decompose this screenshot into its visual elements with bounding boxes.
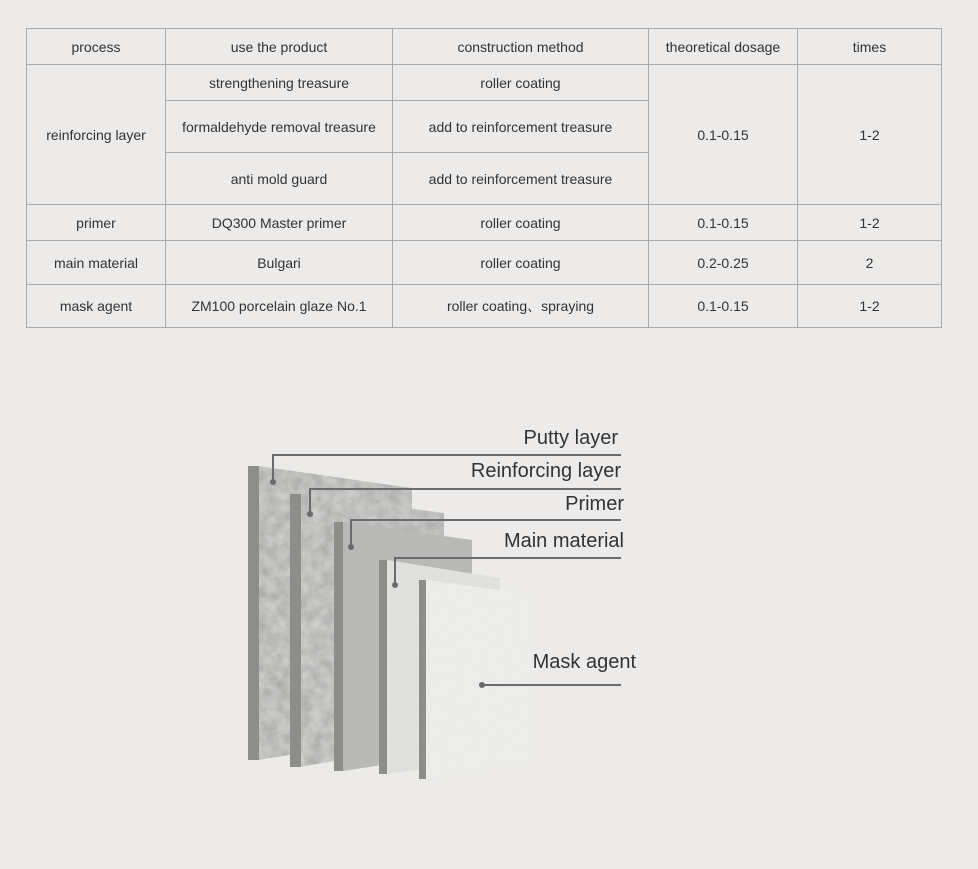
table-row [27,241,942,285]
dosage-cell: 0.1-0.15 [649,205,798,241]
header-times: times [798,29,942,65]
times-cell: 1-2 [798,205,942,241]
product-cell: strengthening treasure [166,65,393,101]
process-cell: mask agent [27,285,166,328]
method-cell: roller coating [393,205,649,241]
method-cell: add to reinforcement treasure [393,101,649,153]
table-header-row [27,29,942,65]
times-cell: 1-2 [798,65,942,205]
method-cell: roller coating [393,65,649,101]
dosage-cell: 0.1-0.15 [649,285,798,328]
dosage-cell: 0.2-0.25 [649,241,798,285]
header-dosage: theoretical dosage [649,29,798,65]
process-cell: primer [27,205,166,241]
product-cell: anti mold guard [166,153,393,205]
header-process: process [27,29,166,65]
table-row [27,65,942,101]
table-row [27,205,942,241]
process-cell: reinforcing layer [27,65,166,205]
specification-table [26,28,942,328]
times-cell: 1-2 [798,285,942,328]
product-cell: formaldehyde removal treasure [166,101,393,153]
dosage-cell: 0.1-0.15 [649,65,798,205]
method-cell: roller coating [393,241,649,285]
product-cell: ZM100 porcelain glaze No.1 [166,285,393,328]
main-material-label: Main material [503,530,624,552]
product-cell: DQ300 Master primer [166,205,393,241]
putty-layer-label: Putty layer [523,427,618,449]
times-cell: 2 [798,241,942,285]
mask-agent-label: Mask agent [532,651,636,673]
table-row [27,285,942,328]
product-cell: Bulgari [166,241,393,285]
header-method: construction method [393,29,649,65]
header-product: use the product [166,29,393,65]
method-cell: roller coating、spraying [393,285,649,328]
method-cell: add to reinforcement treasure [393,153,649,205]
mask-agent-panel [419,580,531,779]
primer-label: Primer [565,493,624,515]
process-cell: main material [27,241,166,285]
reinforcing-layer-label: Reinforcing layer [470,460,621,482]
